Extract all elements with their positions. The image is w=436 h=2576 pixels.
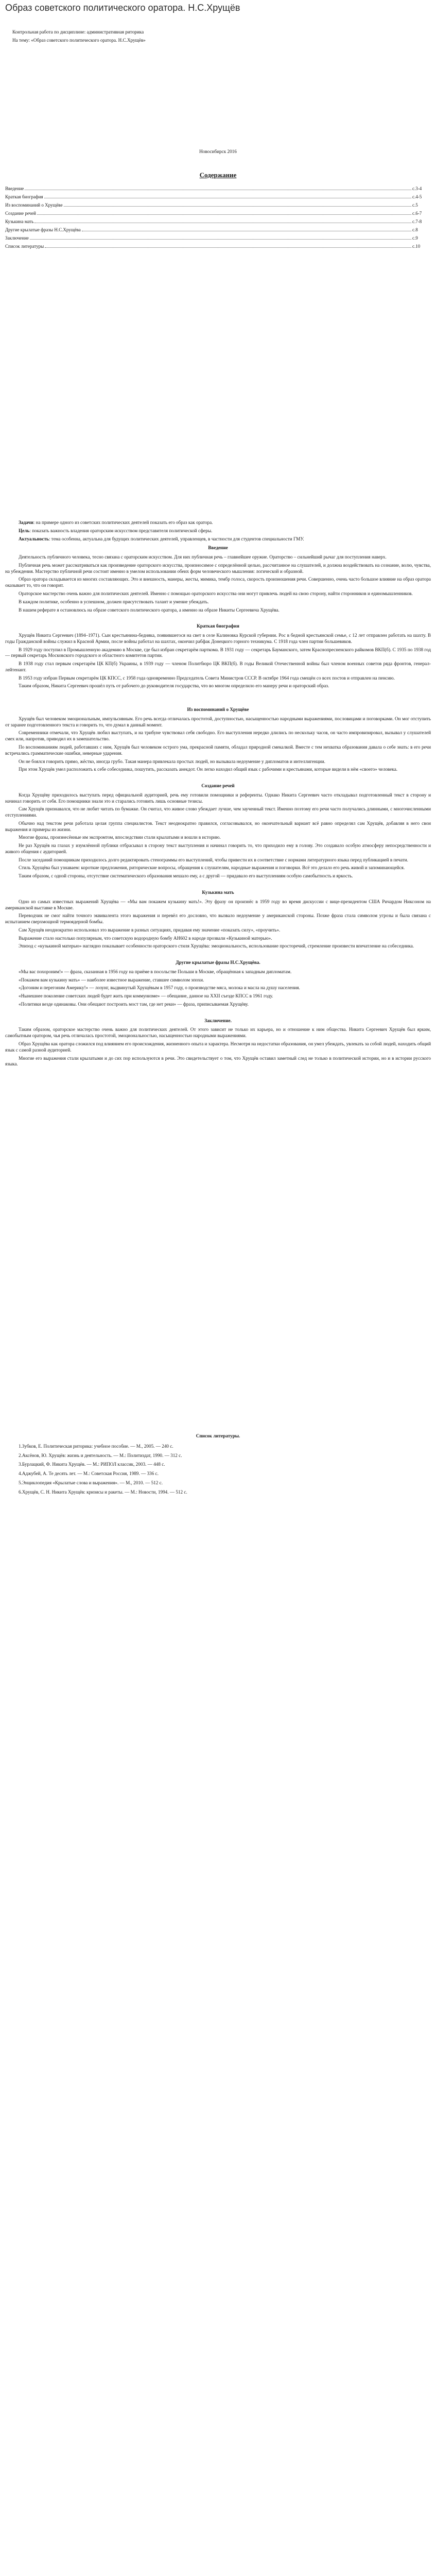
literature-item: 1.Зубков, Е. Политическая риторика: учебное пособие. — М., 2005. — 240 с. bbox=[19, 1443, 173, 1449]
paragraph: Хрущёв Никита Сергеевич (1894–1971). Сын крестьянина-бедняка, появившегося на свет в селе Калиновка Курской губернии. Рос в бедной крестьянской семье, с 12 лет отправлен работать на шахту. В годы Гражданской войны служил в Красной Армии, после войны работал на шахтах, окончил рабфак Донецкого горного техникума. С 1918 года член партии большевиков. bbox=[5, 633, 431, 644]
paragraph: При этом Хрущёв умел расположить к себе собеседника, пошутить, рассказать анекдот. Он легко находил общий язык с рабочими и крестьянами, которые видели в нём «своего» человека. bbox=[19, 767, 398, 772]
toc-item[interactable] bbox=[5, 227, 431, 233]
paragraph: Публичная речь может рассматриваться как произведение ораторского искусства, произносимое с определённой целью, рассчитанное на слушателей, и должна воздействовать на сознание, волю, чувства, на убеждения. Мастерство публичной речи состоит именно в умелом использовании обеих форм человеческого мышления: логической и образной. bbox=[5, 562, 431, 574]
toc-item-page: с.8 bbox=[412, 227, 418, 233]
toc-leader-dots bbox=[37, 214, 411, 215]
paragraph: Не раз Хрущёв на глазах у изумлённой публики отбрасывал в сторону текст выступления и начинал говорить то, что приходило ему в голову. Это создавало особую атмосферу непосредственности и живого общения с аудиторией. bbox=[5, 843, 431, 854]
toc-leader-dots bbox=[64, 206, 411, 207]
paragraph: В 1929 году поступил в Промышленную академию в Москве, где был избран секретарём парткома. В 1931 году — секретарь Бауманского, затем Краснопресненского райкомов ВКП(б). С 1935 по 1938 год — первый секретарь Московского городского и областного комитетов партии. bbox=[5, 647, 431, 658]
toc-item[interactable] bbox=[5, 211, 431, 217]
toc-item-label: Краткая биография bbox=[5, 194, 43, 199]
paragraph: Стиль Хрущёва был узнаваем: короткие предложения, риторические вопросы, обращения к слушателям, народные выражения и поговорки. Всё это делало его речь живой и запоминающейся. bbox=[19, 865, 405, 871]
paragraph: Таким образом, Никита Сергеевич прошёл путь от рабочего до руководителя государства, что во многом определило его манеру речи и ораторский образ. bbox=[19, 683, 329, 689]
paragraph: Современники отмечали, что Хрущёв любил выступать, и на трибуне чувствовал себя свободно. Его выступления нередко длились по нескольку часов, он часто импровизировал, вызывал у слушателей смех или, напротив, приводил их в замешательство. bbox=[5, 730, 431, 742]
header-line: Контрольная работа по дисциплине: административная риторика bbox=[12, 29, 144, 35]
toc-item[interactable] bbox=[5, 194, 431, 200]
paragraph: «Политики везде одинаковы. Они обещают построить мост там, где нет реки» — фраза, приписываемая Хрущёву. bbox=[19, 1001, 249, 1007]
intro-goal: : показать важность владения ораторским искусством представителя политической сферы. bbox=[29, 528, 213, 533]
literature-section bbox=[5, 1433, 431, 1495]
toc-item-page: с.9 bbox=[412, 235, 418, 241]
paragraph: «Нынешнее поколение советских людей будет жить при коммунизме» — обещание, данное на XXII съезде КПСС в 1961 году. bbox=[19, 993, 273, 999]
paragraph: Деятельность публичного человека, тесно связана с ораторским искусством. Для них публичная речь – главнейшее оружие. Ораторство – сильнейший рычаг для поступления наверх. bbox=[19, 554, 387, 560]
toc-leader-dots bbox=[30, 239, 411, 240]
paragraph: Ораторское мастерство очень важно для политических деятелей. Именно с помощью ораторского искусства они могут привлечь людей на свою сторону, найти сторонников и единомышленников. bbox=[19, 590, 413, 596]
city-date: Новосибирск 2016 bbox=[199, 148, 237, 154]
section-title-intro: Введение bbox=[208, 545, 228, 551]
section-title-speeches: Создание речей bbox=[201, 783, 235, 789]
paragraph: Эпизод с «кузькиной матерью» наглядно показывает особенности ораторского стиля Хрущёва: эмоциональность, использование просторечий, стремление произвести впечатление на собеседника. bbox=[19, 943, 414, 949]
toc-item-page: с.5 bbox=[412, 202, 418, 208]
paragraph: «Догоним и перегоним Америку!» — лозунг, выдвинутый Хрущёвым в 1957 году, о производстве мяса, молока и масла на душу населения. bbox=[19, 985, 300, 991]
literature-item: 2.Аксёнов, Ю. Хрущёв: жизнь и деятельность. — М.: Политиздат, 1990. — 312 с. bbox=[19, 1452, 182, 1458]
paragraph: Таким образом, с одной стороны, отсутствие систематического образования мешало ему, а с другой — придавало его выступлениям особую самобытность и яркость. bbox=[19, 873, 353, 879]
toc-item-label: Создание речей bbox=[5, 211, 36, 216]
section-title-bio: Краткая биография bbox=[197, 623, 239, 629]
paragraph: Многие его выражения стали крылатыми и до сих пор используются в речи. Это свидетельствует о том, что Хрущёв оставил заметный след не только в политической истории, но и в истории русского языка. bbox=[5, 1055, 431, 1067]
toc-item-label: Введение bbox=[5, 185, 24, 191]
paragraph: Переводчик не смог найти точного эквивалента этого выражения и перевёл его дословно, что вызвало недоумение у американской стороны. Позже фраза стала символом угрозы и была связана с испытанием сверхмощной термоядерной бомбы. bbox=[5, 913, 431, 925]
paragraph: В 1953 году избран Первым секретарём ЦК КПСС, с 1958 года одновременно Председатель Совета Министров СССР. В октябре 1964 года смещён со всех постов и отправлен на пенсию. bbox=[19, 675, 395, 681]
toc-item-label: Заключение bbox=[5, 235, 29, 241]
paragraph: Образ Хрущёва как оратора сложился под влиянием его происхождения, жизненного опыта и характера. Несмотря на недостатки образования, он умел убеждать, увлекать за собой людей, находить общий язык с самой разной аудиторией. bbox=[5, 1041, 431, 1053]
paragraph: В нашем реферате я остановлюсь на образе советского политического оратора, а именно на образе Никиты Сергеевича Хрущёва. bbox=[19, 607, 280, 613]
intro-relevance: : тема особенна, актуальна для будущих политических деятелей, управленцев, в частности для студентов специальности ГМУ. bbox=[48, 536, 304, 541]
toc-item[interactable] bbox=[5, 235, 431, 242]
toc-item-page: с.10 bbox=[412, 244, 421, 249]
paragraph: Обычно над текстом речи работала целая группа специалистов. Текст неоднократно правился, согласовывался, но окончательный вариант всё равно определял сам Хрущёв, добавляя в него свои выражения и примеры из жизни. bbox=[5, 820, 431, 832]
section-title-kuzka: Кузькина мать bbox=[202, 890, 234, 895]
toc-item[interactable] bbox=[5, 244, 431, 250]
toc-item[interactable] bbox=[5, 202, 431, 209]
paragraph: Образ оратора складывается из многих составляющих. Это и внешность, манеры, жесты, мимика, тембр голоса, скорость произношения речи. Совершенно, очень часто большое влияние на образ оратора оказывает то, что он говорит. bbox=[5, 577, 431, 588]
toc-item-page: с.6-7 bbox=[412, 211, 422, 216]
literature-item: 5.Энциклопедия «Крылатые слова и выражения». — М., 2010. — 512 с. bbox=[19, 1480, 163, 1485]
toc-item-label: Список литературы bbox=[5, 244, 44, 249]
paragraph: По воспоминаниям людей, работавших с ним, Хрущёв был человеком острого ума, прекрасной памяти, обладал природной смекалкой. Вместе с тем нехватка образования давала о себе знать: в его речи встречались грамматические ошибки, неверные ударения. bbox=[5, 744, 431, 756]
literature-title: Список литературы. bbox=[196, 1433, 240, 1439]
toc-title: Содержание bbox=[199, 171, 237, 179]
toc-leader-dots bbox=[45, 247, 411, 248]
document-page bbox=[0, 2, 436, 1495]
paragraph: Таким образом, ораторское мастерство очень важно для политических деятелей. От этого зависит не только их карьера, но и отношение к ним общества. Никита Сергеевич Хрущёв был ярким, самобытным оратором, чья речь отличалась простотой, эмоциональностью, насыщенностью народными выражениями. bbox=[5, 1027, 431, 1039]
paragraph: Сам Хрущёв признавался, что не любит читать по бумажке. Он считал, что живое слово убеждает лучше, чем заученный текст. Именно поэтому его речи часто получались длинными, с многочисленными отступлениями. bbox=[5, 806, 431, 818]
paragraph: Сам Хрущёв неоднократно использовал это выражение в разных ситуациях, придавая ему значение «показать силу», «проучить». bbox=[19, 927, 281, 933]
document-body: Задачи: на примере одного из советских политических деятелей показать его образ как оратора. Цель: показать важность владения ораторским искусством представителя политической сферы. Актуальность: тема особенна, актуальна для будущих политических деятелей, управленцев, в частности для студентов специальности ГМУ. Введение Деятельность публичного человека, тесно связана с ораторским искусством. Для них публичная речь – главнейшее оружие. Ораторство – сильнейший рычаг для поступления наверх. Публичная речь может рассматриваться как произведение ораторского искусства, произносимое с определённой целью, рассчитанное на слушателей, и должна воздействовать на сознание, волю, чувства, на убеждения. Мастерство публичной речи состоит именно в умелом использовании обеих форм человеческого мышления: логической и образной. Образ оратора складывается из многих составляющих. Это и внешность, манеры, жесты, мимика, тембр голоса, скорость произношения речи. Совершенно, очень часто большое влияние на образ оратора оказывает то, что он говорит. Ораторское мастерство очень важно для политических деятелей. Именно с помощью ораторского искусства они могут привлечь людей на свою сторону, найти сторонников и единомышленников. В каждом политике, особенно в успешном, должен присутствовать талант и умение убеждать. В нашем реферате я остановлюсь на образе советского политического оратора, а именно на образе Никиты Сергеевича Хрущёва. Краткая биография Хрущёв Никита Сергеевич (1894–1971). Сын крестьянина-бедняка, появившегося на свет в селе Калиновка Курской губернии. Рос в бедной крестьянской семье, с 12 лет отправлен работать на шахту. В годы Гражданской войны служил в Красной Армии, после войны работал на шахтах, окончил рабфак Донецкого горного техникума. С 1918 года член партии большевиков. В 1929 году поступил в Промышленную академию в Москве, где был избран секретарём парткома. В 1931 году — секретарь Бауманского, затем Краснопресненского райкомов ВКП(б). С 1935 по 1938 год — первый секретарь Московского городского и областного комитетов партии. В 1938 году стал первым секретарём ЦК КП(б) Украины, в 1939 году — членом Политбюро ЦК ВКП(б). В годы Великой Отечественной войны был членом военных советов ряда фронтов, генерал-лейтенант. В 1953 году избран Первым секретарём ЦК КПСС, с 1958 года одновременно Председатель Совета Министров СССР. В октябре 1964 года смещён со всех постов и отправлен на пенсию. Таким образом, Никита Сергеевич прошёл путь от рабочего до руководителя государства, что во многом определило его манеру речи и ораторский образ. Из воспоминаний о Хрущёве Хрущёв был человеком эмоциональным, импульсивным. Его речь всегда отличалась простотой, доступностью, насыщенностью народными выражениями, пословицами и поговорками. Он мог отступить от заранее подготовленного текста и говорить то, что думал в данный момент. Современники отмечали, что Хрущёв любил выступать, и на трибуне чувствовал себя свободно. Его выступления нередко длились по нескольку часов, он часто импровизировал, вызывал у слушателей смех или, напротив, приводил их в замешательство. По воспоминаниям людей, работавших с ним, Хрущёв был человеком острого ума, прекрасной памяти, обладал природной смекалкой. Вместе с тем нехватка образования давала о себе знать: в его речи встречались грамматические ошибки, неверные ударения. Он не боялся говорить прямо, жёстко, иногда грубо. Такая манера привлекала простых людей, но вызывала недоумение у дипломатов и интеллигенции. При этом Хрущёв умел расположить к себе собеседника, пошутить, рассказать анекдот. Он легко находил общий язык с рабочими и крестьянами, которые видели в нём «своего» человека. Создание речей Когда Хрущёву приходилось выступать перед официальной аудиторией, речь ему готовили помощники и референты. Однако Никита Сергеевич часто откладывал подготовленный текст в сторону и начинал говорить от себя. Его помощники знали это и старались готовить лишь основные тезисы. Сам Хрущёв признавался, что не любит читать по бумажке. Он считал, что живое слово убеждает лучше, чем заученный текст. Именно поэтому его речи часто получались длинными, с многочисленными отступлениями. Обычно над текстом речи работала целая группа специалистов. Текст неоднократно правился, согласовывался, но окончательный вариант всё равно определял сам Хрущёв, добавляя в него свои выражения и примеры из жизни. Многие фразы, произнесённые им экспромтом, впоследствии стали крылатыми и вошли в историю. Не раз Хрущёв на глазах у изумлённой публики отбрасывал в сторону текст выступления и начинал говорить то, что приходило ему в голову. Это создавало особую атмосферу непосредственности и живого общения с аудиторией. После заседаний помощникам приходилось долго редактировать стенограммы его выступлений, чтобы привести их в соответствие с нормами литературного языка перед публикацией в печати. Стиль Хрущёва был узнаваем: короткие предложения, риторические вопросы, обращения к слушателям, народные выражения и поговорки. Всё это делало его речь живой и запоминающейся. Таким образом, с одной стороны, отсутствие систематического образования мешало ему, а с другой — придавало его выступлениям особую самобытность и яркость. Кузькина мать Одно из самых известных выражений Хрущёва — «Мы вам покажем кузькину мать!». Эту фразу он произнёс в 1959 году во время дискуссии с вице-президентом США Ричардом Никсоном на американской выставке в Москве. Переводчик не смог найти точного эквивалента этого выражения и перевёл его дословно, что вызвало недоумение у американской стороны. Позже фраза стала символом угрозы и была связана с испытанием сверхмощной термоядерной бомбы. Сам Хрущёв неоднократно использовал это выражение в разных ситуациях, придавая ему значение «показать силу», «проучить». Выражение стало настолько популярным, что советскую водородную бомбу АН602 в народе прозвали «Кузькиной матерью». Эпизод с «кузькиной матерью» наглядно показывает особенности ораторского стиля Хрущёва: эмоциональность, использование просторечий, стремление произвести впечатление на собеседника. Другие крылатые фразы Н.С.Хрущёва. «Мы вас похороним!» — фраза, сказанная в 1956 году на приёме в посольстве Польши в Москве, обращённая к западным дипломатам. «Покажем вам кузькину мать» — наиболее известное выражение, ставшее символом эпохи. «Догоним и перегоним Америку!» — лозунг, выдвинутый Хрущёвым в 1957 году, о производстве мяса, молока и масла на душу населения. «Нынешнее поколение советских людей будет жить при коммунизме» — обещание, данное на XXII съезде КПСС в 1961 году. «Политики везде одинаковы. Они обещают построить мост там, где нет реки» — фраза, приписываемая Хрущёву. Заключение. Таким образом, ораторское мастерство очень важно для политических деятелей. От этого зависит не только их карьера, но и отношение к ним общества. Никита Сергеевич Хрущёв был ярким, самобытным оратором, чья речь отличалась простотой, эмоциональностью, насыщенностью народными выражениями. Образ Хрущёва как оратора сложился под влиянием его происхождения, жизненного опыта и характера. Несмотря на недостатки образования, он умел убеждать, увлекать за собой людей, находить общий язык с самой разной аудиторией. Многие его выражения стали крылатыми и до сих пор используются в речи. Это свидетельствует о том, что Хрущёв оставил заметный след не только в политической истории, но и в истории русского языка. bbox=[5, 520, 431, 1067]
toc-item-label: Из воспоминаний о Хрущёве bbox=[5, 202, 63, 208]
section-title-conclusion: Заключение. bbox=[204, 1018, 232, 1023]
toc-item-page: с.3-4 bbox=[412, 185, 422, 191]
toc-item-label: Кузькина мать bbox=[5, 219, 34, 225]
paragraph: В 1938 году стал первым секретарём ЦК КП(б) Украины, в 1939 году — членом Политбюро ЦК ВКП(б). В годы Великой Отечественной войны был членом военных советов ряда фронтов, генерал-лейтенант. bbox=[5, 661, 431, 672]
section-title-memories: Из воспоминаний о Хрущёве bbox=[187, 707, 249, 713]
literature-item: 4.Аджубей, А. Те десять лет. — М.: Советская Россия, 1989. — 336 с. bbox=[19, 1471, 159, 1477]
paragraph: Многие фразы, произнесённые им экспромтом, впоследствии стали крылатыми и вошли в историю. bbox=[19, 835, 221, 840]
toc-item-page: с.4-5 bbox=[412, 194, 422, 199]
paragraph: Когда Хрущёву приходилось выступать перед официальной аудиторией, речь ему готовили помощники и референты. Однако Никита Сергеевич часто откладывал подготовленный текст в сторону и начинал говорить от себя. Его помощники знали это и старались готовить лишь основные тезисы. bbox=[5, 792, 431, 804]
toc-item-label: Другие крылатые фразы Н.С.Хрущёва bbox=[5, 227, 81, 233]
paragraph: Он не боялся говорить прямо, жёстко, иногда грубо. Такая манера привлекала простых людей, но вызывала недоумение у дипломатов и интеллигенции. bbox=[19, 758, 325, 764]
paragraph: Выражение стало настолько популярным, что советскую водородную бомбу АН602 в народе прозвали «Кузькиной матерью». bbox=[19, 935, 272, 941]
section-title-phrases: Другие крылатые фразы Н.С.Хрущёва. bbox=[176, 960, 260, 965]
paragraph: «Мы вас похороним!» — фраза, сказанная в 1956 году на приёме в посольстве Польши в Москве, обращённая к западным дипломатам. bbox=[19, 969, 292, 974]
toc-item[interactable] bbox=[5, 186, 431, 192]
paragraph: Одно из самых известных выражений Хрущёва — «Мы вам покажем кузькину мать!». Эту фразу он произнёс в 1959 году во время дискуссии с вице-президентом США Ричардом Никсоном на американской выставке в Москве. bbox=[5, 899, 431, 910]
paragraph: «Покажем вам кузькину мать» — наиболее известное выражение, ставшее символом эпохи. bbox=[19, 977, 204, 982]
literature-item: 6.Хрущёв, С. Н. Никита Хрущёв: кризисы и ракеты. — М.: Новости, 1994. — 512 с. bbox=[19, 1489, 187, 1495]
paragraph: Хрущёв был человеком эмоциональным, импульсивным. Его речь всегда отличалась простотой, доступностью, насыщенностью народными выражениями, пословицами и поговорками. Он мог отступить от заранее подготовленного текста и говорить то, что думал в данный момент. bbox=[5, 716, 431, 727]
document-title: Образ советского политического оратора. Н.С.Хрущёв bbox=[5, 3, 240, 13]
intro-tasks: : на примере одного из советских политических деятелей показать его образ как оратора. bbox=[33, 520, 213, 526]
paragraph: В каждом политике, особенно в успешном, должен присутствовать талант и умение убеждать. bbox=[19, 599, 209, 604]
literature-item: 3.Бурлацкий, Ф. Никита Хрущёв. — М.: РИПОЛ классик, 2003. — 448 с. bbox=[19, 1462, 165, 1467]
toc-item[interactable] bbox=[5, 219, 431, 225]
table-of-contents bbox=[5, 171, 431, 249]
toc-item-page: с.7-8 bbox=[412, 219, 422, 225]
header-lines bbox=[5, 29, 431, 44]
header-line: На тему: «Образ советского политического оратора. Н.С.Хрущёв» bbox=[12, 37, 146, 43]
paragraph: После заседаний помощникам приходилось долго редактировать стенограммы его выступлений, чтобы привести их в соответствие с нормами литературного языка перед публикацией в печати. bbox=[19, 857, 408, 862]
